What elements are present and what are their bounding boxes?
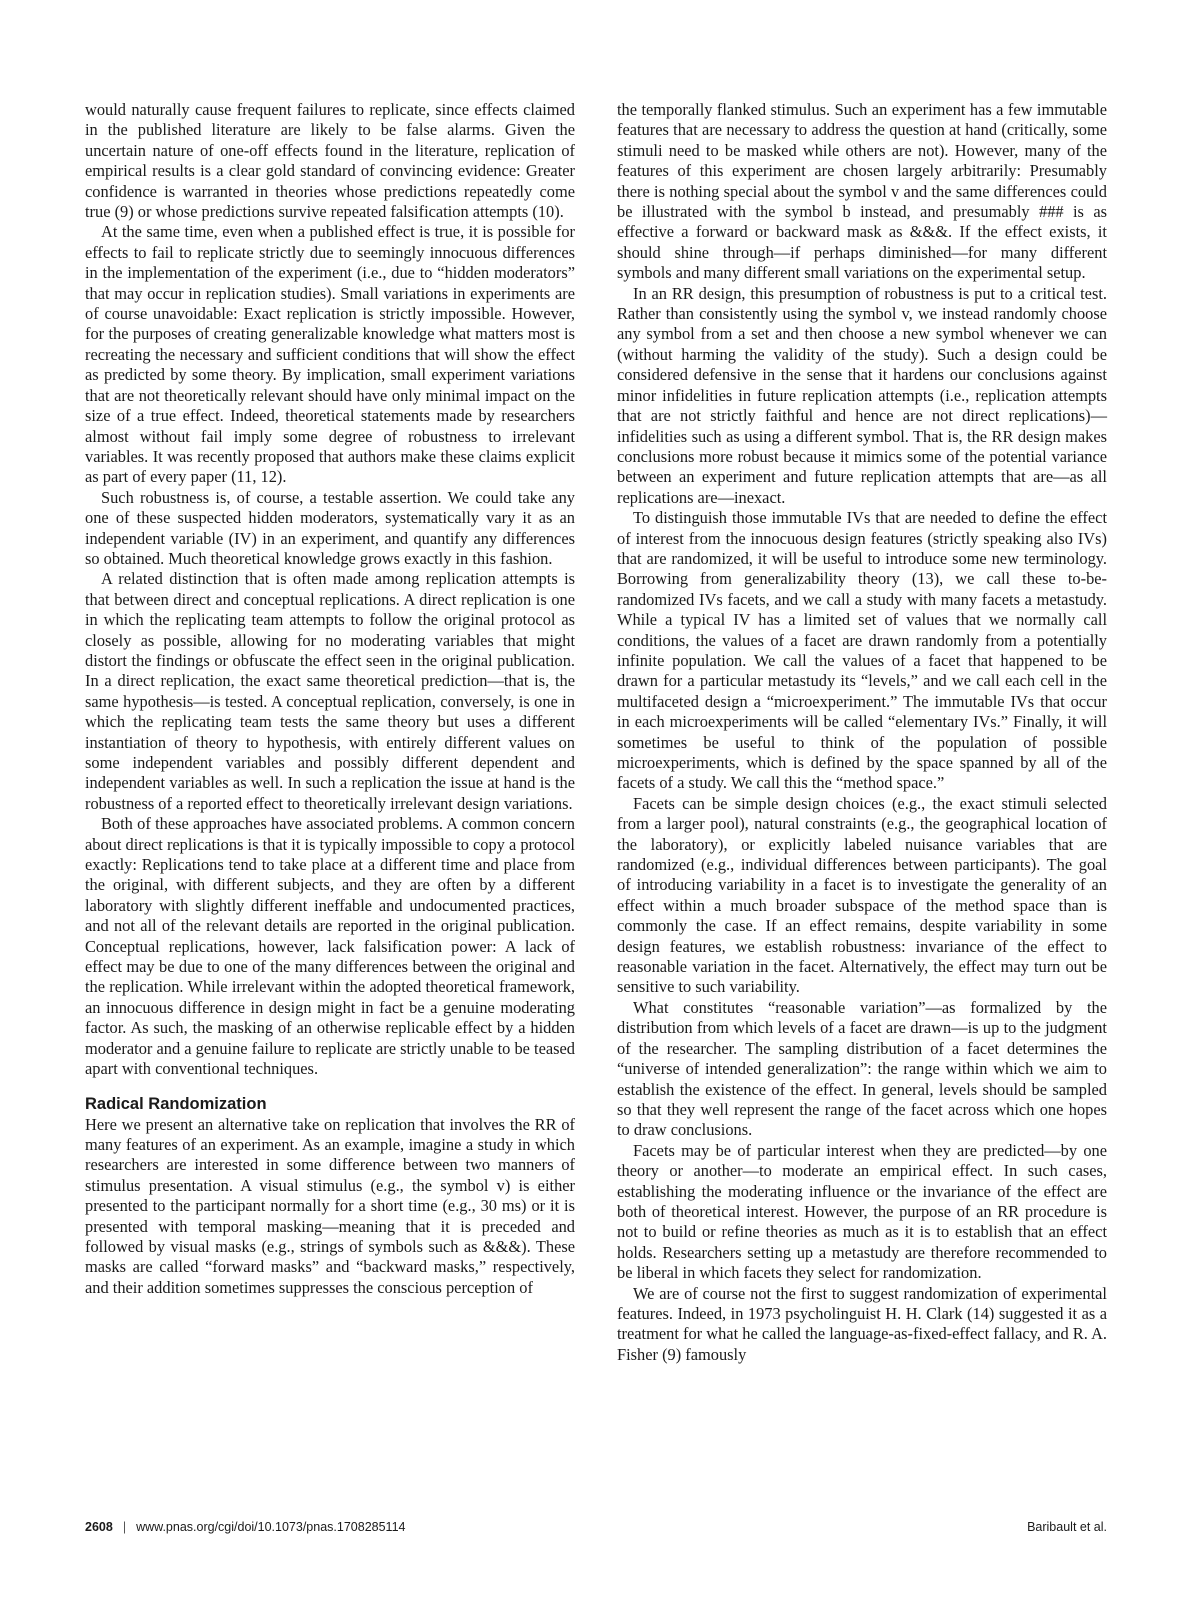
- footer-separator: |: [122, 1520, 127, 1534]
- body-paragraph: would naturally cause frequent failures to replicate, since effects claimed in the published literature are likely to be false alarms. Given the uncertain nature of one-off effects found in the literature, replication of empirical results is a clear gold standard of convincing evidence: Greater confidence is warranted in theories whose predictions repeatedly come true (9) or whose predictions survive repeated falsification attempts (10).: [85, 100, 575, 222]
- body-paragraph: We are of course not the first to suggest randomization of experimental features. Indeed, in 1973 psycholinguist H. H. Clark (14) suggested it as a treatment for what he called the language-as-fixed-effect fallacy, and R. A. Fisher (9) famously: [617, 1283, 1107, 1364]
- running-authors: Baribault et al.: [1027, 1520, 1107, 1534]
- body-paragraph: What constitutes “reasonable variation”—as formalized by the distribution from which levels of a facet are drawn—is up to the judgment of the researcher. The sampling distribution of a facet determines the “universe of intended generalization”: the range within which we aim to establish the existence of the effect. In general, levels should be sampled so that they well represent the range of the facet across which one hopes to draw conclusions.: [617, 997, 1107, 1140]
- page-number: 2608: [85, 1520, 113, 1534]
- body-paragraph: Facets may be of particular interest when they are predicted—by one theory or another—to moderate an empirical effect. In such cases, establishing the moderating influence or the invariance of the effect are both of theoretical interest. However, the purpose of an RR procedure is not to build or refine theories as much as it is to establish that an effect holds. Researchers setting up a metastudy are therefore recommended to be liberal in which facets they select for randomization.: [617, 1140, 1107, 1283]
- body-paragraph: Facets can be simple design choices (e.g., the exact stimuli selected from a larger pool), natural constraints (e.g., the geographical location of the laboratory), or explicitly labeled nuisance variables that are randomized (e.g., individual differences between participants). The goal of introducing variability in a facet is to investigate the generality of an effect within a much broader subspace of the method space than is commonly the case. If an effect remains, despite variability in some design features, we establish robustness: invariance of the effect to reasonable variation in the facet. Alternatively, the effect may turn out be sensitive to such variability.: [617, 793, 1107, 997]
- body-paragraph: In an RR design, this presumption of robustness is put to a critical test. Rather than consistently using the symbol v, we instead randomly choose any symbol from a set and then choose a new symbol whenever we can (without harming the validity of the study). Such a design could be considered defensive in the sense that it hardens our conclusions against minor infidelities in future replication attempts (i.e., replication attempts that are not strictly faithful and hence are not direct replications)—infidelities such as using a different symbol. That is, the RR design makes conclusions more robust because it mimics some of the potential variance between an experiment and future replication attempts that are—as all replications are—inexact.: [617, 283, 1107, 507]
- body-paragraph: To distinguish those immutable IVs that are needed to define the effect of interest from the innocuous design features (strictly speaking also IVs) that are randomized, it will be useful to introduce some new terminology. Borrowing from generalizability theory (13), we call these to-be-randomized IVs facets, and we call a study with many facets a metastudy. While a typical IV has a limited set of values that we normally call conditions, the values of a facet are drawn randomly from a potentially infinite population. We call the values of a facet that happened to be drawn for a particular metastudy its “levels,” and we call each cell in the multifaceted design a “microexperiment.” The immutable IVs that occur in each microexperiments will be called “elementary IVs.” Finally, it will sometimes be useful to think of the population of possible microexperiments, which is defined by the space spanned by all of the facets of a study. We call this the “method space.”: [617, 508, 1107, 793]
- page-footer: [85, 1520, 1107, 1540]
- doi-link[interactable]: www.pnas.org/cgi/doi/10.1073/pnas.1708285114: [136, 1520, 406, 1534]
- left-column: [85, 100, 575, 1298]
- body-paragraph: the temporally flanked stimulus. Such an experiment has a few immutable features that are necessary to address the question at hand (critically, some stimuli need to be masked while others are not). However, many of the features of this experiment are chosen largely arbitrarily: Presumably there is nothing special about the symbol v and the same differences could be illustrated with the symbol b instead, and presumably ### is as effective a forward or backward mask as &&&. If the effect exists, it should shine through—if perhaps diminished—for many different symbols and many different small variations on the experimental setup.: [617, 100, 1107, 283]
- right-column: [617, 100, 1107, 1365]
- body-paragraph: Such robustness is, of course, a testable assertion. We could take any one of these suspected hidden moderators, systematically vary it as an independent variable (IV) in an experiment, and quantify any differences so obtained. Much theoretical knowledge grows exactly in this fashion.: [85, 487, 575, 568]
- body-paragraph: At the same time, even when a published effect is true, it is possible for effects to fail to replicate strictly due to seemingly innocuous differences in the implementation of the experiment (i.e., due to “hidden moderators” that may occur in replication studies). Small variations in experiments are of course unavoidable: Exact replication is strictly impossible. However, for the purposes of creating generalizable knowledge what matters most is recreating the necessary and sufficient conditions that will show the effect as predicted by some theory. By implication, small experiment variations that are not theoretically relevant should have only minimal impact on the size of a true effect. Indeed, theoretical statements made by researchers almost without fail imply some degree of robustness to irrelevant variables. It was recently proposed that authors make these claims explicit as part of every paper (11, 12).: [85, 222, 575, 487]
- section-heading: Radical Randomization: [85, 1094, 267, 1113]
- body-paragraph: A related distinction that is often made among replication attempts is that between direct and conceptual replications. A direct replication is one in which the replicating team attempts to follow the original protocol as closely as possible, allowing for no moderating variables that might distort the findings or obfuscate the effect seen in the original publication. In a direct replication, the exact same theoretical prediction—that is, the same hypothesis—is tested. A conceptual replication, conversely, is one in which the replicating team tests the same theory but uses a different instantiation of theory to hypothesis, with entirely different values on some independent variables and possibly different dependent and independent variables as well. In such a replication the issue at hand is the robustness of a reported effect to theoretically irrelevant design variations.: [85, 569, 575, 813]
- body-paragraph: Here we present an alternative take on replication that involves the RR of many features of an experiment. As an example, imagine a study in which researchers are interested in some difference between two manners of stimulus presentation. A visual stimulus (e.g., the symbol v) is either presented to the participant normally for a short time (e.g., 30 ms) or it is presented with temporal masking—meaning that it is preceded and followed by visual masks (e.g., strings of symbols such as &&&). These masks are called “forward masks” and “backward masks,” respectively, and their addition sometimes suppresses the conscious perception of: [85, 1114, 575, 1297]
- body-paragraph: Both of these approaches have associated problems. A common concern about direct replications is that it is typically impossible to copy a protocol exactly: Replications tend to take place at a different time and place from the original, with different subjects, and they are often by a different laboratory with slightly different ineffable and undocumented practices, and not all of the relevant details are reported in the original publication. Conceptual replications, however, lack falsification power: A lack of effect may be due to one of the many differences between the original and the replication. While irrelevant within the adopted theoretical framework, an innocuous difference in design might in fact be a genuine moderating factor. As such, the masking of an otherwise replicable effect by a hidden moderator and a genuine failure to replicate are strictly unable to be teased apart with conventional techniques.: [85, 814, 575, 1079]
